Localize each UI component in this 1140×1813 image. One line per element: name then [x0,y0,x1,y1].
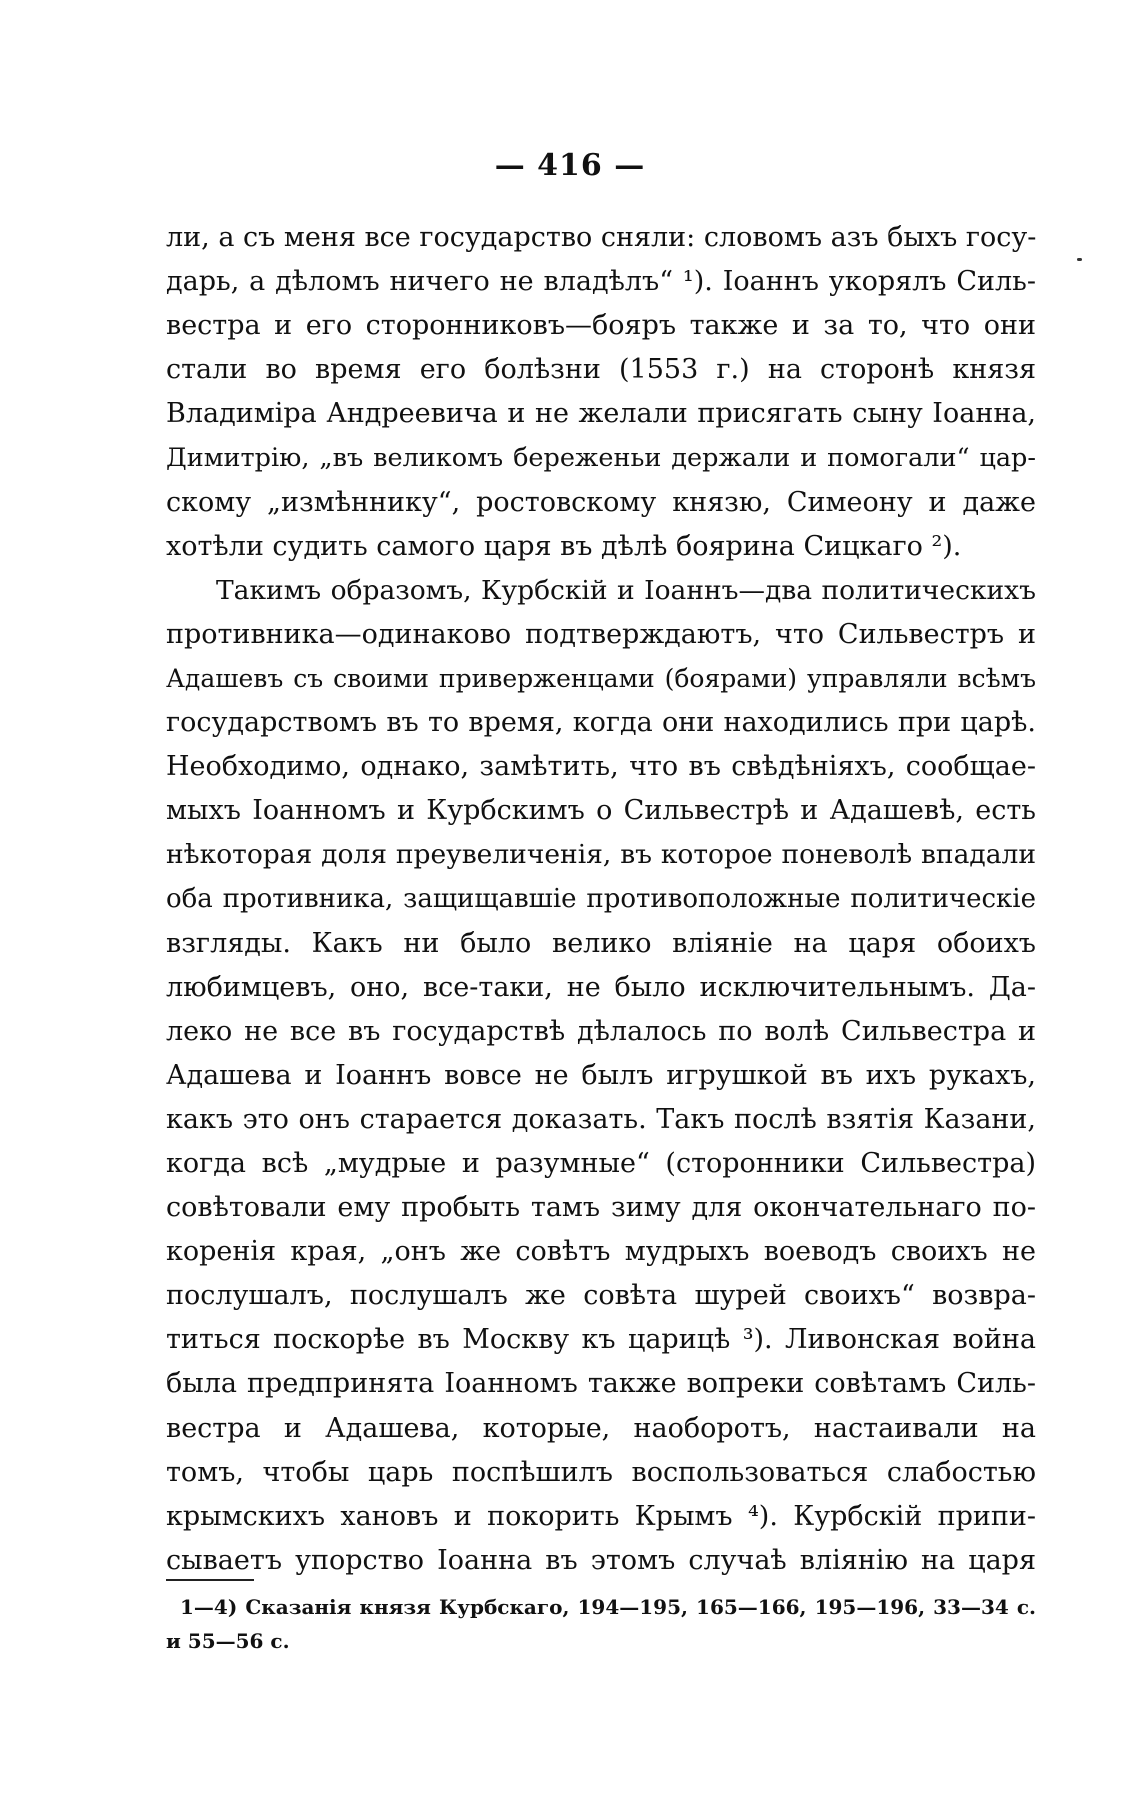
text-line: Димитрію, „въ великомъ береженьи держали и помогали“ цар- [166,443,1036,474]
text-line: титься поскорѣе въ Москву къ царицѣ ³). Ливонская война [166,1324,1036,1356]
text-line: Владиміра Андреевича и не желали присягать сыну Іоанна, [166,398,1036,430]
text-line: была предпринята Іоанномъ также вопреки совѣтамъ Силь- [166,1368,1036,1400]
text-line: сываетъ упорство Іоанна въ этомъ случаѣ вліянію на царя [166,1544,1036,1576]
footnote-line: 1—4) Сказанія князя Курбскаго, 194—195, 165—166, 195—196, 33—34 с. [180,1595,1036,1619]
text-line: оба противника, защищавшіе противоположные политическіе [166,884,1036,915]
text-line: взгляды. Какъ ни было велико вліяніе на царя обоихъ [166,927,1036,959]
text-line: скому „измѣннику“, ростовскому князю, Симеону и даже [166,486,1036,518]
footnote [166,1590,1036,1658]
text-line: совѣтовали ему пробыть тамъ зиму для окончательнаго по- [166,1192,1036,1224]
footnote-divider [166,1579,254,1581]
text-line: коренія края, „онъ же совѣтъ мудрыхъ воеводъ своихъ не [166,1236,1036,1268]
page-number: — 416 — [494,148,646,183]
text-line: ли, а съ меня все государство сняли: словомъ азъ быхъ госу- [166,222,1037,253]
text-line: Такимъ образомъ, Курбскій и Іоаннъ—два политическихъ [216,574,1036,606]
text-line: государствомъ въ то время, когда они находились при царѣ. [166,707,1036,739]
text-line: Адашевъ съ своими приверженцами (боярами) управляли всѣмъ [166,663,1036,693]
text-line: когда всѣ „мудрые и разумные“ (сторонники Сильвестра) [166,1147,1036,1179]
text-line: крымскихъ хановъ и покорить Крымъ ⁴). Курбскій припи- [166,1500,1036,1532]
text-line: дарь, а дѣломъ ничего не владѣлъ“ ¹). Іоаннъ укорялъ Силь- [166,266,1036,298]
text-line: вестра и его сторонниковъ—бояръ также и за то, что они [166,310,1036,342]
scan-speck [1077,258,1082,261]
text-line: вестра и Адашева, которые, наоборотъ, настаивали на [166,1412,1036,1444]
footnote-line: и 55—56 с. [166,1629,290,1653]
text-line: леко не все въ государствѣ дѣлалось по волѣ Сильвестра и [166,1015,1036,1047]
text-line: противника—одинаково подтверждаютъ, что Сильвестръ и [166,618,1036,650]
text-line: любимцевъ, оно, все-таки, не было исключительнымъ. Да- [166,971,1036,1003]
text-line: Необходимо, однако, замѣтить, что въ свѣдѣніяхъ, сообщае- [166,751,1036,783]
text-line: мыхъ Іоанномъ и Курбскимъ о Сильвестрѣ и Адашевѣ, есть [166,795,1036,827]
text-line: Адашева и Іоаннъ вовсе не былъ игрушкой въ ихъ рукахъ, [166,1059,1036,1091]
text-line: нѣкоторая доля преувеличенія, въ которое поневолѣ впадали [166,839,1036,871]
body-text [166,216,1036,1583]
text-line: стали во время его болѣзни (1553 г.) на сторонѣ князя [166,354,1036,386]
text-line: послушалъ, послушалъ же совѣта шурей своихъ“ возвра- [166,1280,1036,1312]
text-line: хотѣли судить самого царя въ дѣлѣ боярина Сицкаго ²). [166,530,962,562]
text-line: томъ, чтобы царь поспѣшилъ воспользоваться слабостью [166,1456,1036,1488]
text-line: какъ это онъ старается доказать. Такъ послѣ взятія Казани, [166,1103,1036,1135]
